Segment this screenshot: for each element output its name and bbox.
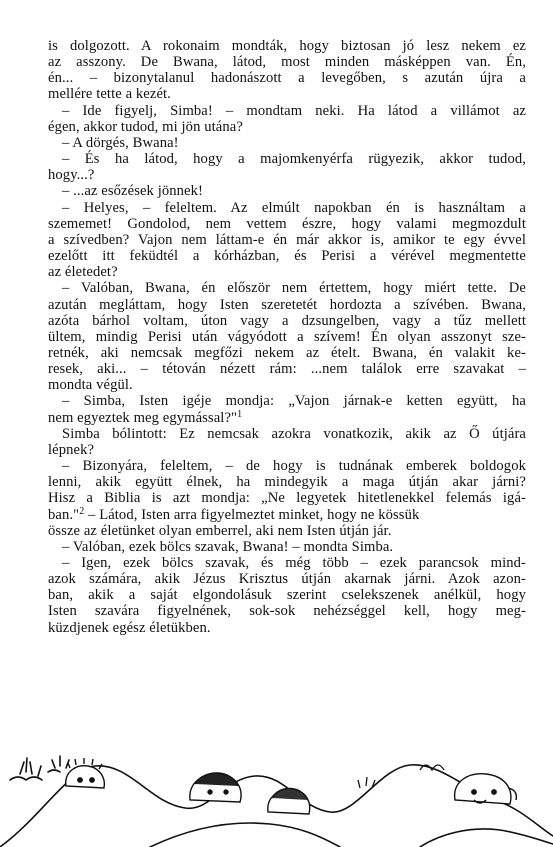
line-text: – Bizonyára, feleltem, – de hogy is tudnának emberek boldogok bbox=[62, 458, 526, 475]
text-line bbox=[48, 587, 526, 603]
text-line bbox=[48, 507, 526, 523]
line-text: resek, aki... – tétován nézett rám: ...nem találok erre szavakat – bbox=[48, 361, 526, 378]
text-line bbox=[48, 313, 526, 329]
line-text: Hisz a Biblia is azt mondja: „Ne legyetek hitetlenekkel felemás igá- bbox=[48, 490, 526, 507]
text-line bbox=[48, 103, 526, 119]
line-text: küzdjenek egész életükben. bbox=[48, 619, 211, 636]
text-line bbox=[48, 377, 526, 393]
text-line bbox=[48, 200, 526, 216]
line-text: azok számára, akik Jézus Krisztus útján akarnak járni. Azok azon- bbox=[48, 571, 526, 588]
text-line bbox=[48, 70, 526, 86]
text-line bbox=[48, 119, 526, 135]
line-text: az asszony. De Bwana, látod, most minden másképpen van. Én, bbox=[48, 54, 526, 71]
text-line bbox=[48, 620, 526, 636]
line-text: a szívedben? Vajon nem láttam-e én már akkor is, amikor te egy évvel bbox=[48, 231, 526, 248]
text-line bbox=[48, 345, 526, 361]
line-text: retnék, aki nemcsak megfőzi nekem az ételt. Bwana, én valakit ke- bbox=[48, 344, 526, 361]
text-line bbox=[48, 555, 526, 571]
text-line bbox=[48, 393, 526, 409]
line-text: én... – bizonytalanul hadonászott a levegőben, s azután újra a bbox=[48, 70, 526, 87]
text-line bbox=[48, 603, 526, 619]
line-text: szememet! Gondolod, nem vettem észre, hogy valami megmozdult bbox=[48, 215, 526, 232]
line-text: lenni, akik együtt élnek, ha mindegyik a maga útján akar járni? bbox=[48, 474, 526, 491]
line-text: azóta bárhol voltam, úton vagy a dzsungelben, vagy a tűz mellett bbox=[48, 312, 526, 329]
line-text: ban, akik a saját elgondolásuk szerint cselekszenek anélkül, hogy bbox=[48, 587, 526, 604]
line-text: – A dörgés, Bwana! bbox=[62, 134, 179, 151]
text-line bbox=[48, 474, 526, 490]
footnote-marker: 1 bbox=[237, 408, 243, 420]
line-text: lépnek? bbox=[48, 441, 95, 458]
line-text: hogy...? bbox=[48, 167, 95, 184]
line-text: azután megláttam, hogy Isten szeretetét hordozta a szívében. Bwana, bbox=[48, 296, 526, 313]
text-line bbox=[48, 329, 526, 345]
line-text: – ...az esőzések jönnek! bbox=[62, 183, 203, 200]
text-line bbox=[48, 151, 526, 167]
line-text: Isten szavára figyelnének, sok-sok nehézséggel kell, hogy meg- bbox=[48, 603, 526, 620]
line-text: az életedet? bbox=[48, 264, 118, 281]
text-line bbox=[48, 135, 526, 151]
text-line bbox=[48, 232, 526, 248]
line-text: Simba bólintott: Ez nemcsak azokra vonatkozik, akik az Ő útjára bbox=[62, 425, 526, 442]
line-text: ültem, mindig Perisi után vágyódott a szívem! Én olyan asszonyt sze- bbox=[48, 328, 526, 345]
line-text: – Simba, Isten igéje mondja: „Vajon járnak-e ketten együtt, ha bbox=[62, 393, 526, 410]
line-text: – Helyes, – feleltem. Az elmúlt napokban én is használtam a bbox=[62, 199, 526, 216]
text-line bbox=[48, 458, 526, 474]
line-text-continued: – Látod, Isten arra figyelmeztet minket, hogy ne kössük bbox=[84, 506, 420, 523]
text-line bbox=[48, 490, 526, 506]
hills-illustration bbox=[0, 708, 553, 847]
text-line bbox=[48, 54, 526, 70]
line-text: ban." bbox=[48, 506, 80, 523]
text-line bbox=[48, 297, 526, 313]
body-text bbox=[48, 38, 526, 636]
line-text: mondta végül. bbox=[48, 377, 133, 394]
line-text: ezelőtt itt feküdtél a kórházban, és Perisi a vérével megmentette bbox=[48, 248, 526, 265]
text-line bbox=[48, 264, 526, 280]
text-line bbox=[48, 183, 526, 199]
text-line bbox=[48, 361, 526, 377]
text-line bbox=[48, 410, 526, 426]
text-line bbox=[48, 248, 526, 264]
text-line bbox=[48, 523, 526, 539]
footnote-marker: 2 bbox=[79, 505, 85, 517]
text-line bbox=[48, 442, 526, 458]
text-line bbox=[48, 86, 526, 102]
line-text: – Valóban, Bwana, én először nem értettem, hogy miért tette. De bbox=[62, 280, 526, 297]
line-text: össze az életünket olyan emberrel, aki nem Isten útján jár. bbox=[48, 522, 392, 539]
line-text: égen, akkor tudod, mi jön utána? bbox=[48, 118, 243, 135]
text-line bbox=[48, 280, 526, 296]
text-line bbox=[48, 571, 526, 587]
line-text: nem egyeztek meg egymással?" bbox=[48, 409, 238, 426]
line-text: mellére tette a kezét. bbox=[48, 86, 171, 103]
text-line bbox=[48, 539, 526, 555]
line-text: – Valóban, ezek bölcs szavak, Bwana! – mondta Simba. bbox=[62, 538, 394, 555]
line-text: – Ide figyelj, Simba! – mondtam neki. Ha látod a villámot az bbox=[62, 102, 526, 119]
text-line bbox=[48, 167, 526, 183]
line-text: – És ha látod, hogy a majomkenyérfa rügyezik, akkor tudod, bbox=[62, 151, 526, 168]
text-line bbox=[48, 216, 526, 232]
line-text: is dolgozott. A rokonaim mondták, hogy biztosan jó lesz nekem ez bbox=[48, 38, 526, 54]
line-text: – Igen, ezek bölcs szavak, és még több – ezek parancsok mind- bbox=[62, 555, 526, 571]
text-line bbox=[48, 38, 526, 54]
text-line bbox=[48, 426, 526, 442]
